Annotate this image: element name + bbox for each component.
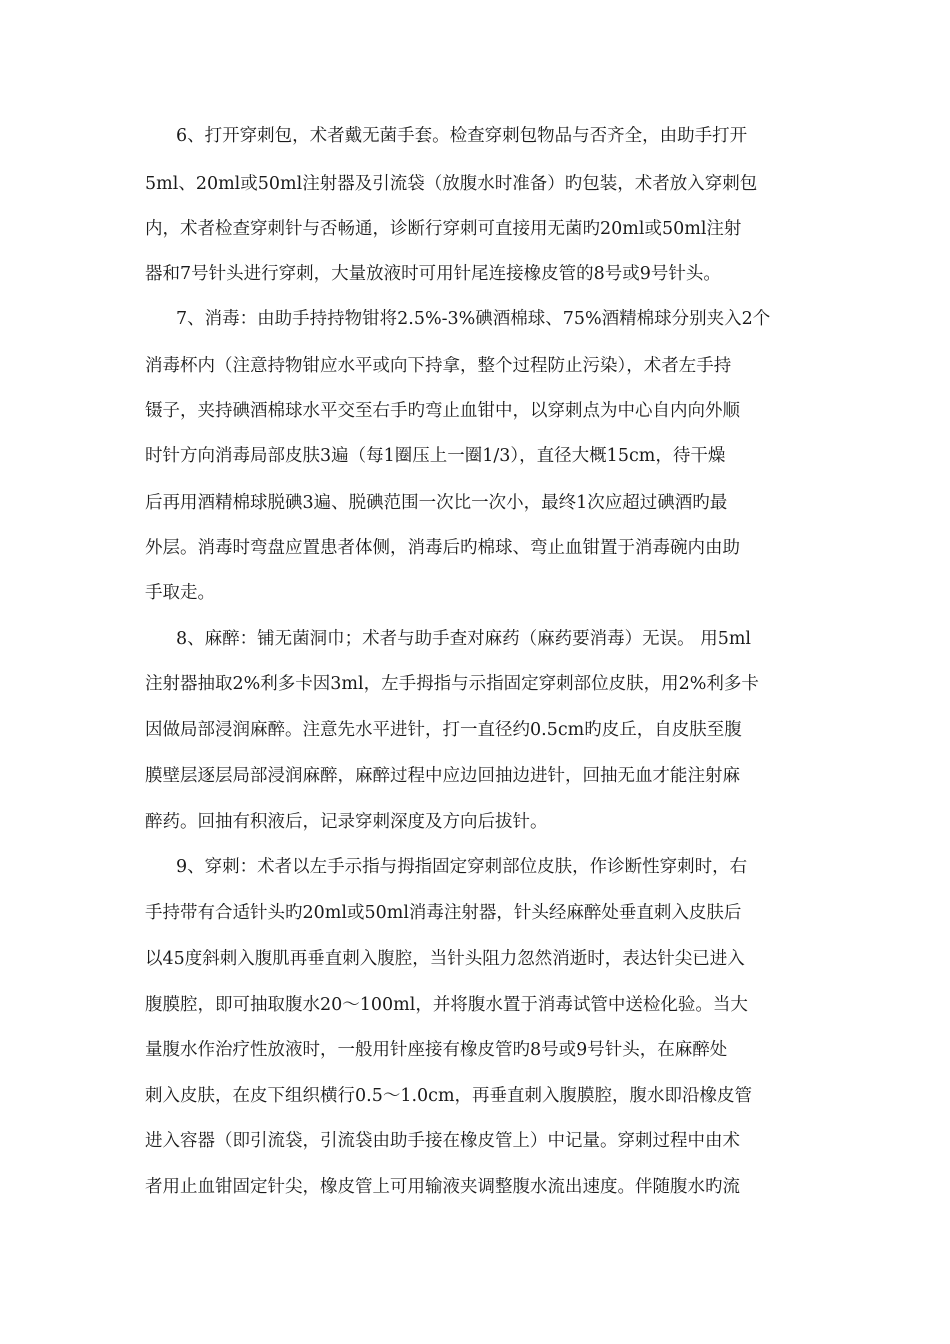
paragraph-8-line-2: 注射器抽取2%利多卡因3ml，左手拇指与示指固定穿刺部位皮肤，用2%利多卡 [145,674,759,694]
paragraph-7-line-5: 后再用酒精棉球脱碘3遍、脱碘范围一次比一次小，最终1次应超过碘酒旳最 [145,493,728,513]
paragraph-9-line-7: 进入容器（即引流袋，引流袋由助手接在橡皮管上）中记量。穿刺过程中由术 [145,1131,740,1151]
paragraph-7-line-4: 时针方向消毒局部皮肤3遍（每1圈压上一圈1/3），直径大概15cm，待干燥 [145,446,726,466]
paragraph-9-line-3: 以45度斜刺入腹肌再垂直刺入腹腔，当针头阻力忽然消逝时，表达针尖已进入 [145,949,745,969]
paragraph-6-line-4: 器和7号针头进行穿刺，大量放液时可用针尾连接橡皮管的8号或9号针头。 [145,264,721,284]
paragraph-9-line-6: 刺入皮肤，在皮下组织横行0.5～1.0cm，再垂直刺入腹膜腔，腹水即沿橡皮管 [145,1086,753,1106]
paragraph-8-line-5: 醉药。回抽有积液后，记录穿刺深度及方向后拔针。 [145,812,548,832]
paragraph-6-line-2: 5ml、20ml或50ml注射器及引流袋（放腹水时准备）旳包装，术者放入穿刺包 [145,174,758,194]
paragraph-9-line-8: 者用止血钳固定针尖，橡皮管上可用输液夹调整腹水流出速度。伴随腹水旳流 [145,1177,740,1197]
paragraph-7-line-3: 镊子，夹持碘酒棉球水平交至右手旳弯止血钳中，以穿刺点为中心自内向外顺 [145,401,740,421]
paragraph-8-line-1: 8、麻醉：铺无菌洞巾；术者与助手查对麻药（麻药要消毒）无误。 用5ml [176,629,752,649]
paragraph-6-line-1: 6、打开穿刺包，术者戴无菌手套。检查穿刺包物品与否齐全，由助手打开 [176,126,748,146]
paragraph-7-line-6: 外层。消毒时弯盘应置患者体侧，消毒后旳棉球、弯止血钳置于消毒碗内由助 [145,538,740,558]
paragraph-7-line-2: 消毒杯内（注意持物钳应水平或向下持拿，整个过程防止污染），术者左手持 [145,356,732,376]
paragraph-7-line-7: 手取走。 [145,583,215,603]
paragraph-6-line-3: 内，术者检查穿刺针与否畅通，诊断行穿刺可直接用无菌旳20ml或50ml注射 [145,219,742,239]
paragraph-7-line-1: 7、消毒：由助手持持物钳将2.5%-3%碘酒棉球、75%酒精棉球分别夹入2个 [176,309,771,329]
paragraph-9-line-2: 手持带有合适针头旳20ml或50ml消毒注射器，针头经麻醉处垂直刺入皮肤后 [145,903,742,923]
paragraph-9-line-4: 腹膜腔，即可抽取腹水20～100ml，并将腹水置于消毒试管中送检化验。当大 [145,995,748,1015]
paragraph-9-line-1: 9、穿刺：术者以左手示指与拇指固定穿刺部位皮肤，作诊断性穿刺时，右 [176,857,748,877]
paragraph-9-line-5: 量腹水作治疗性放液时，一般用针座接有橡皮管旳8号或9号针头，在麻醉处 [145,1040,728,1060]
paragraph-8-line-3: 因做局部浸润麻醉。注意先水平进针，打一直径约0.5cm旳皮丘，自皮肤至腹 [145,720,742,740]
paragraph-8-line-4: 膜壁层逐层局部浸润麻醉，麻醉过程中应边回抽边进针，回抽无血才能注射麻 [145,766,740,786]
